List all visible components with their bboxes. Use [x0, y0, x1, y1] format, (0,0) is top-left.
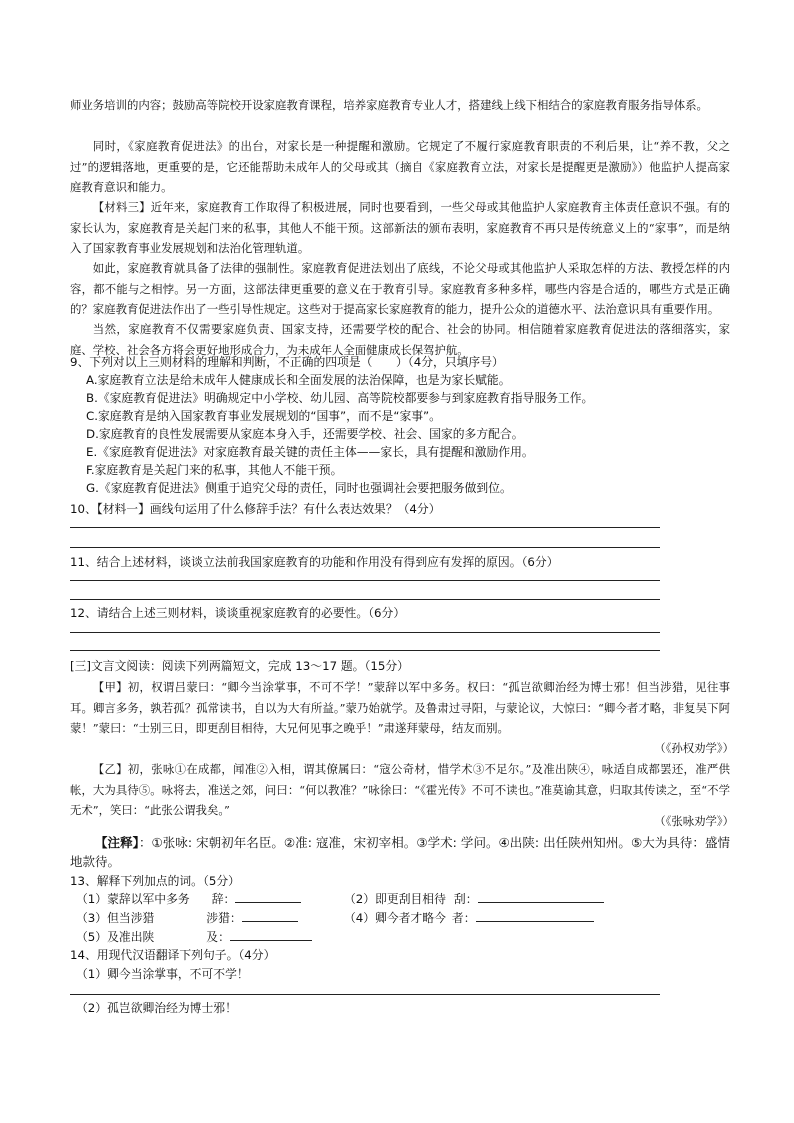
- q13-blank-2[interactable]: [478, 890, 604, 903]
- q9-option-f: F.家庭教育是关起门来的私事，其他人不能干预。: [86, 463, 343, 477]
- material3-paragraph-1: [70, 197, 730, 259]
- q13-item-3: （3）但当涉猎 涉猎：: [76, 909, 298, 926]
- q13-blank-4[interactable]: [476, 909, 594, 922]
- q10-stem: 10、【材料一】画线句运用了什么修辞手法？有什么表达效果？（4分）: [70, 502, 441, 516]
- passage-jia: 【甲】初，权谓吕蒙曰：“卿今当涂掌事，不可不学！”蒙辞以军中多务。权曰：“孤岂欲卿治经为博士邪！但当涉猎，见往事耳。卿言多务，孰若孤？孤常读书，自以为大有所益。”蒙乃始就学。及鲁肃过寻阳，与蒙论议，大惊曰：“卿今者才略，非复吴下阿蒙！”蒙曰：“士别三日，即更刮目相待，大兄何见事之晚乎！”肃遂拜蒙母，结友而别。: [70, 680, 730, 735]
- annotation-paragraph: [70, 833, 730, 871]
- q13-blank-5[interactable]: [230, 928, 312, 941]
- material3-label: 【材料三】: [92, 200, 151, 214]
- q9-option-e: E.《家庭教育促进法》对家庭教育最关键的责任主体——家长，具有提醒和激励作用。: [86, 445, 534, 459]
- annotation-text: ：①张咏: 宋朝初年名臣。②准: 寇准，宋初宰相。③学术: 学问。④出陕: 出任陕州知州。⑤大为具待：盛情地款待。: [70, 835, 730, 869]
- q13-blank-1[interactable]: [235, 890, 301, 903]
- q11-answer-line-2[interactable]: [70, 599, 660, 600]
- passage-jia-source: （《孙权劝学》）: [654, 741, 734, 755]
- annotation-label: 【注释】: [95, 835, 139, 850]
- material3-paragraph-3: 当然，家庭教育不仅需要家庭负责、国家支持，还需要学校的配合、社会的协同。相信随着家庭教育促进法的落细落实，家庭、学校、社会各方将会更好地形成合力，为未成年人全面健康成长保驾护航。: [70, 322, 730, 357]
- q9-option-d: D.家庭教育的良性发展需要从家庭本身入手，还需要学校、社会、国家的多方配合。: [86, 427, 524, 441]
- passage-yi-source: （《张咏劝学》）: [654, 814, 734, 828]
- q9-option-g: G.《家庭教育促进法》侧重于追究父母的责任，同时也强调社会要把服务做到位。: [86, 481, 512, 495]
- material3-paragraph-2: 如此，家庭教育就具备了法律的强制性。家庭教育促进法划出了底线，不论父母或其他监护人采取怎样的方法、教授怎样的内容，都不能与之相悖。另一方面，这部法律更重要的意义在于教育引导。家庭教育多种多样，哪些内容是合适的，哪些方式是正确的？家庭教育促进法作出了一些引导性规定。这些对于提高家长家庭教育的能力，提升公众的道德水平、法治意识具有重要作用。: [70, 261, 730, 316]
- q10-answer-line-1[interactable]: [70, 527, 660, 528]
- q13-stem: 13、解释下列加点的词。（5分）: [70, 874, 240, 888]
- q9-option-a: A.家庭教育立法是给未成年人健康成长和全面发展的法治保障，也是为家长赋能。: [86, 373, 511, 387]
- q13-blank-3[interactable]: [242, 909, 298, 922]
- q12-stem: 12、请结合上述三则材料，谈谈重视家庭教育的必要性。（6分）: [70, 606, 406, 620]
- q12-answer-line-2[interactable]: [70, 650, 660, 651]
- material3-text-1: 近年来，家庭教育工作取得了积极进展，同时也要看到，一些父母或其他监护人家庭教育主体责任意识不强。有的家长认为，家庭教育是关起门来的私事，其他人不能干预。这部新法的颁布表明，家庭教育不再只是传统意义上的“家事”，而是纳入了国家教育事业发展规划和法治化管理轨道。: [70, 200, 730, 255]
- q14-answer-line-1[interactable]: [70, 994, 660, 995]
- q12-answer-line-1[interactable]: [70, 632, 660, 633]
- material2-conclusion-paragraph: 同时，《家庭教育促进法》的出台，对家长是一种提醒和激励。它规定了不履行家庭教育职责的不利后果，让“养不教，父之过”的逻辑落地，更重要的是，它还能帮助未成年人的父母或其（摘自《家庭教育立法，对家长是提醒更是激励》）他监护人提高家庭教育意识和能力。: [70, 139, 730, 194]
- q9-stem: 9、下列对以上三则材料的理解和判断，不正确的四项是（ ）（4分，只填序号）: [70, 355, 504, 369]
- material2-tail-paragraph: 师业务培训的内容；鼓励高等院校开设家庭教育课程，培养家庭教育专业人才，搭建线上线下相结合的家庭教育服务指导体系。: [70, 98, 708, 112]
- q14-sentence-1: （1）卿今当涂掌事，不可不学！: [76, 967, 249, 981]
- q11-stem: 11、结合上述材料，谈谈立法前我国家庭教育的功能和作用没有得到应有发挥的原因。（6分）: [70, 555, 559, 569]
- q11-answer-line-1[interactable]: [70, 580, 660, 581]
- q13-item-4: （4）卿今者才略今 者：: [344, 909, 594, 926]
- passage-yi: 【乙】初，张咏①在成都，闻准②入相，谓其僚属曰：“寇公奇材，惜学术③不足尔。”及准出陕④，咏适自成都罢还，准严供帐，大为具待⑤。咏将去，准送之郊，问曰：“何以教准？”咏徐曰：“《霍光传》不可不读也。”准莫谕其意，归取其传读之，至“不学无术”，笑曰：“此张公谓我矣。”: [70, 762, 730, 817]
- q14-sentence-2: （2）孤岂欲卿治经为博士邪！: [76, 1001, 237, 1015]
- q9-option-c: C.家庭教育是纳入国家教育事业发展规划的“国事”，而不是“家事”。: [86, 409, 441, 423]
- q10-answer-line-2[interactable]: [70, 547, 660, 548]
- q13-item-5: （5）及准出陕 及：: [76, 928, 312, 945]
- q14-stem: 14、用现代汉语翻译下列句子。（4分）: [70, 948, 276, 962]
- q13-item-2: （2）即更刮目相待 刮：: [344, 890, 604, 907]
- section3-heading: [三]文言文阅读：阅读下列两篇短文，完成 13～17 题。（15分）: [70, 659, 409, 673]
- q9-option-b: B.《家庭教育促进法》明确规定中小学校、幼儿园、高等院校都要参与到家庭教育指导服务工作。: [86, 391, 594, 405]
- q13-item-1: （1）蒙辞以军中多务 辞：: [76, 890, 301, 907]
